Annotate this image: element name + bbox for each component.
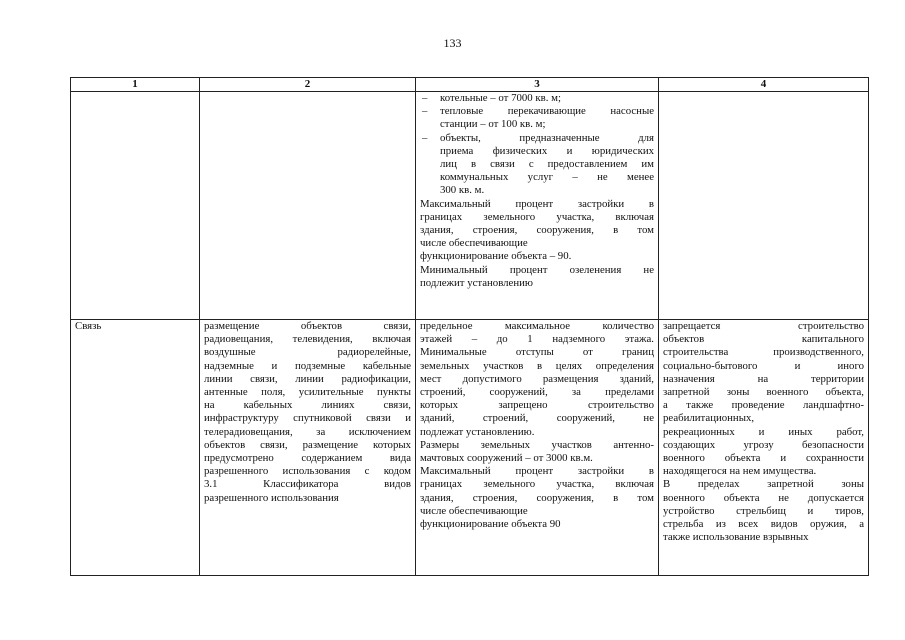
text-line: границах земельного участка, включая xyxy=(420,478,654,491)
list-item xyxy=(420,92,654,105)
text-line: также использование взрывных xyxy=(663,531,809,544)
text-line: подлежит установлению xyxy=(420,276,533,289)
text-line: – объекты, предназначенные для xyxy=(440,131,654,144)
text-line: числе обеспечивающие xyxy=(420,237,528,250)
text-line: этажей – до 1 надземного этажа. xyxy=(420,333,654,346)
text-line: зданий, строений, сооружений, не xyxy=(420,412,654,425)
cell-restrictions xyxy=(659,320,869,576)
text-line: социально-бытового и иного xyxy=(663,359,864,372)
text-line: радиовещания, телевидения, включая xyxy=(204,333,411,346)
text-line: мест допустимого размещения зданий, xyxy=(420,372,654,385)
text-line: военного объекта и сохранности xyxy=(663,452,864,465)
text-line: объектов капитального xyxy=(663,333,864,346)
list-item xyxy=(420,132,654,198)
text-line: стрельба из всех видов оружия, а xyxy=(663,518,864,531)
text-line: предельное максимальное количество xyxy=(420,320,654,332)
cell-empty xyxy=(200,92,416,320)
text-line: строений, сооружений, за пределами xyxy=(420,386,654,399)
text-line: телерадиовещания, за исключением xyxy=(204,425,411,438)
text-line: рекреационных и иных работ, xyxy=(663,425,864,438)
list-item xyxy=(420,105,654,131)
dash-list xyxy=(420,92,654,198)
text-line: Максимальный процент застройки в xyxy=(420,465,654,478)
text-line: земельных участков в целях определения xyxy=(420,359,654,372)
text-line: функционирование объекта 90 xyxy=(420,518,561,531)
text-line: предусмотрено содержанием вида xyxy=(204,452,411,465)
use-name: Связь xyxy=(75,320,102,332)
header-col-3: 3 xyxy=(416,78,659,92)
cell-parameters xyxy=(416,92,659,320)
table-row xyxy=(71,320,869,576)
text-line: станции – от 100 кв. м; xyxy=(440,118,546,131)
text-line: Максимальный процент застройки в xyxy=(420,197,654,210)
cell-empty xyxy=(71,92,200,320)
document-table xyxy=(70,77,869,576)
header-col-2: 2 xyxy=(200,78,416,92)
text-line: Минимальный процент озеленения не xyxy=(420,263,654,276)
text-line: 3.1 Классификатора видов xyxy=(204,478,411,491)
text-line: здания, строения, сооружения, в том xyxy=(420,224,654,237)
text-line: границах земельного участка, включая xyxy=(420,210,654,223)
cell-use-name xyxy=(71,320,200,576)
text-line: военного объекта не допускается xyxy=(663,491,864,504)
text-line: линии связи, линии радиофикации, xyxy=(204,372,411,385)
text-line: функционирование объекта – 90. xyxy=(420,250,572,263)
text-line: антенные поля, усилительные пункты xyxy=(204,386,411,399)
text-line: Минимальные отступы от границ xyxy=(420,346,654,359)
text-line: размещение объектов связи, xyxy=(204,320,411,332)
text-line: на кабельных линиях связи, xyxy=(204,399,411,412)
text-line: реабилитационных, xyxy=(663,412,755,425)
paragraph xyxy=(663,320,864,575)
text-line: устройство стрельбищ и тиров, xyxy=(663,504,864,517)
text-line: запрещается строительство xyxy=(663,320,864,332)
text-line: а также проведение ландшафтно- xyxy=(663,399,864,412)
text-line: числе обеспечивающие xyxy=(420,504,528,517)
text-line: объектов связи, размещение которых xyxy=(204,438,411,451)
text-line: запретной зоны военного объекта, xyxy=(663,386,864,399)
header-col-1: 1 xyxy=(71,78,200,92)
paragraph xyxy=(420,198,654,290)
text-line: Размеры земельных участков антенно- xyxy=(420,438,654,451)
text-line: надземные и подземные кабельные xyxy=(204,359,411,372)
text-line: приема физических и юридических xyxy=(440,144,654,157)
text-line: подлежат установлению. xyxy=(420,425,535,438)
text-line: разрешенного использования xyxy=(204,491,339,504)
text-line: инфраструктуру спутниковой связи и xyxy=(204,412,411,425)
text-line: создающих угрозу безопасности xyxy=(663,438,864,451)
text-line: находящегося на нем имущества. xyxy=(663,465,817,478)
text-line: В пределах запретной зоны xyxy=(663,478,864,491)
text-line: назначения на территории xyxy=(663,372,864,385)
paragraph xyxy=(420,320,654,531)
text-line: – тепловые перекачивающие насосные xyxy=(440,105,654,118)
text-line: – котельные – от 7000 кв. м; xyxy=(440,92,561,104)
table-row xyxy=(71,92,869,320)
table-header-row xyxy=(71,78,869,92)
text-line: лиц в связи с предоставлением им xyxy=(440,158,654,171)
text-line: строительства производственного, xyxy=(663,346,864,359)
text-line: 300 кв. м. xyxy=(440,184,485,197)
text-line: здания, строения, сооружения, в том xyxy=(420,491,654,504)
cell-parameters xyxy=(416,320,659,576)
text-line: коммунальных услуг – не менее xyxy=(440,171,654,184)
cell-empty xyxy=(659,92,869,320)
page-number: 133 xyxy=(443,36,462,50)
text-line: разрешенного использования с кодом xyxy=(204,465,411,478)
header-col-4: 4 xyxy=(659,78,869,92)
text-line: воздушные радиорелейные, xyxy=(204,346,411,359)
text-line: мачтовых сооружений – от 3000 кв.м. xyxy=(420,452,593,465)
paragraph xyxy=(204,320,411,505)
text-line: которых запрещено строительство xyxy=(420,399,654,412)
cell-use-description xyxy=(200,320,416,576)
